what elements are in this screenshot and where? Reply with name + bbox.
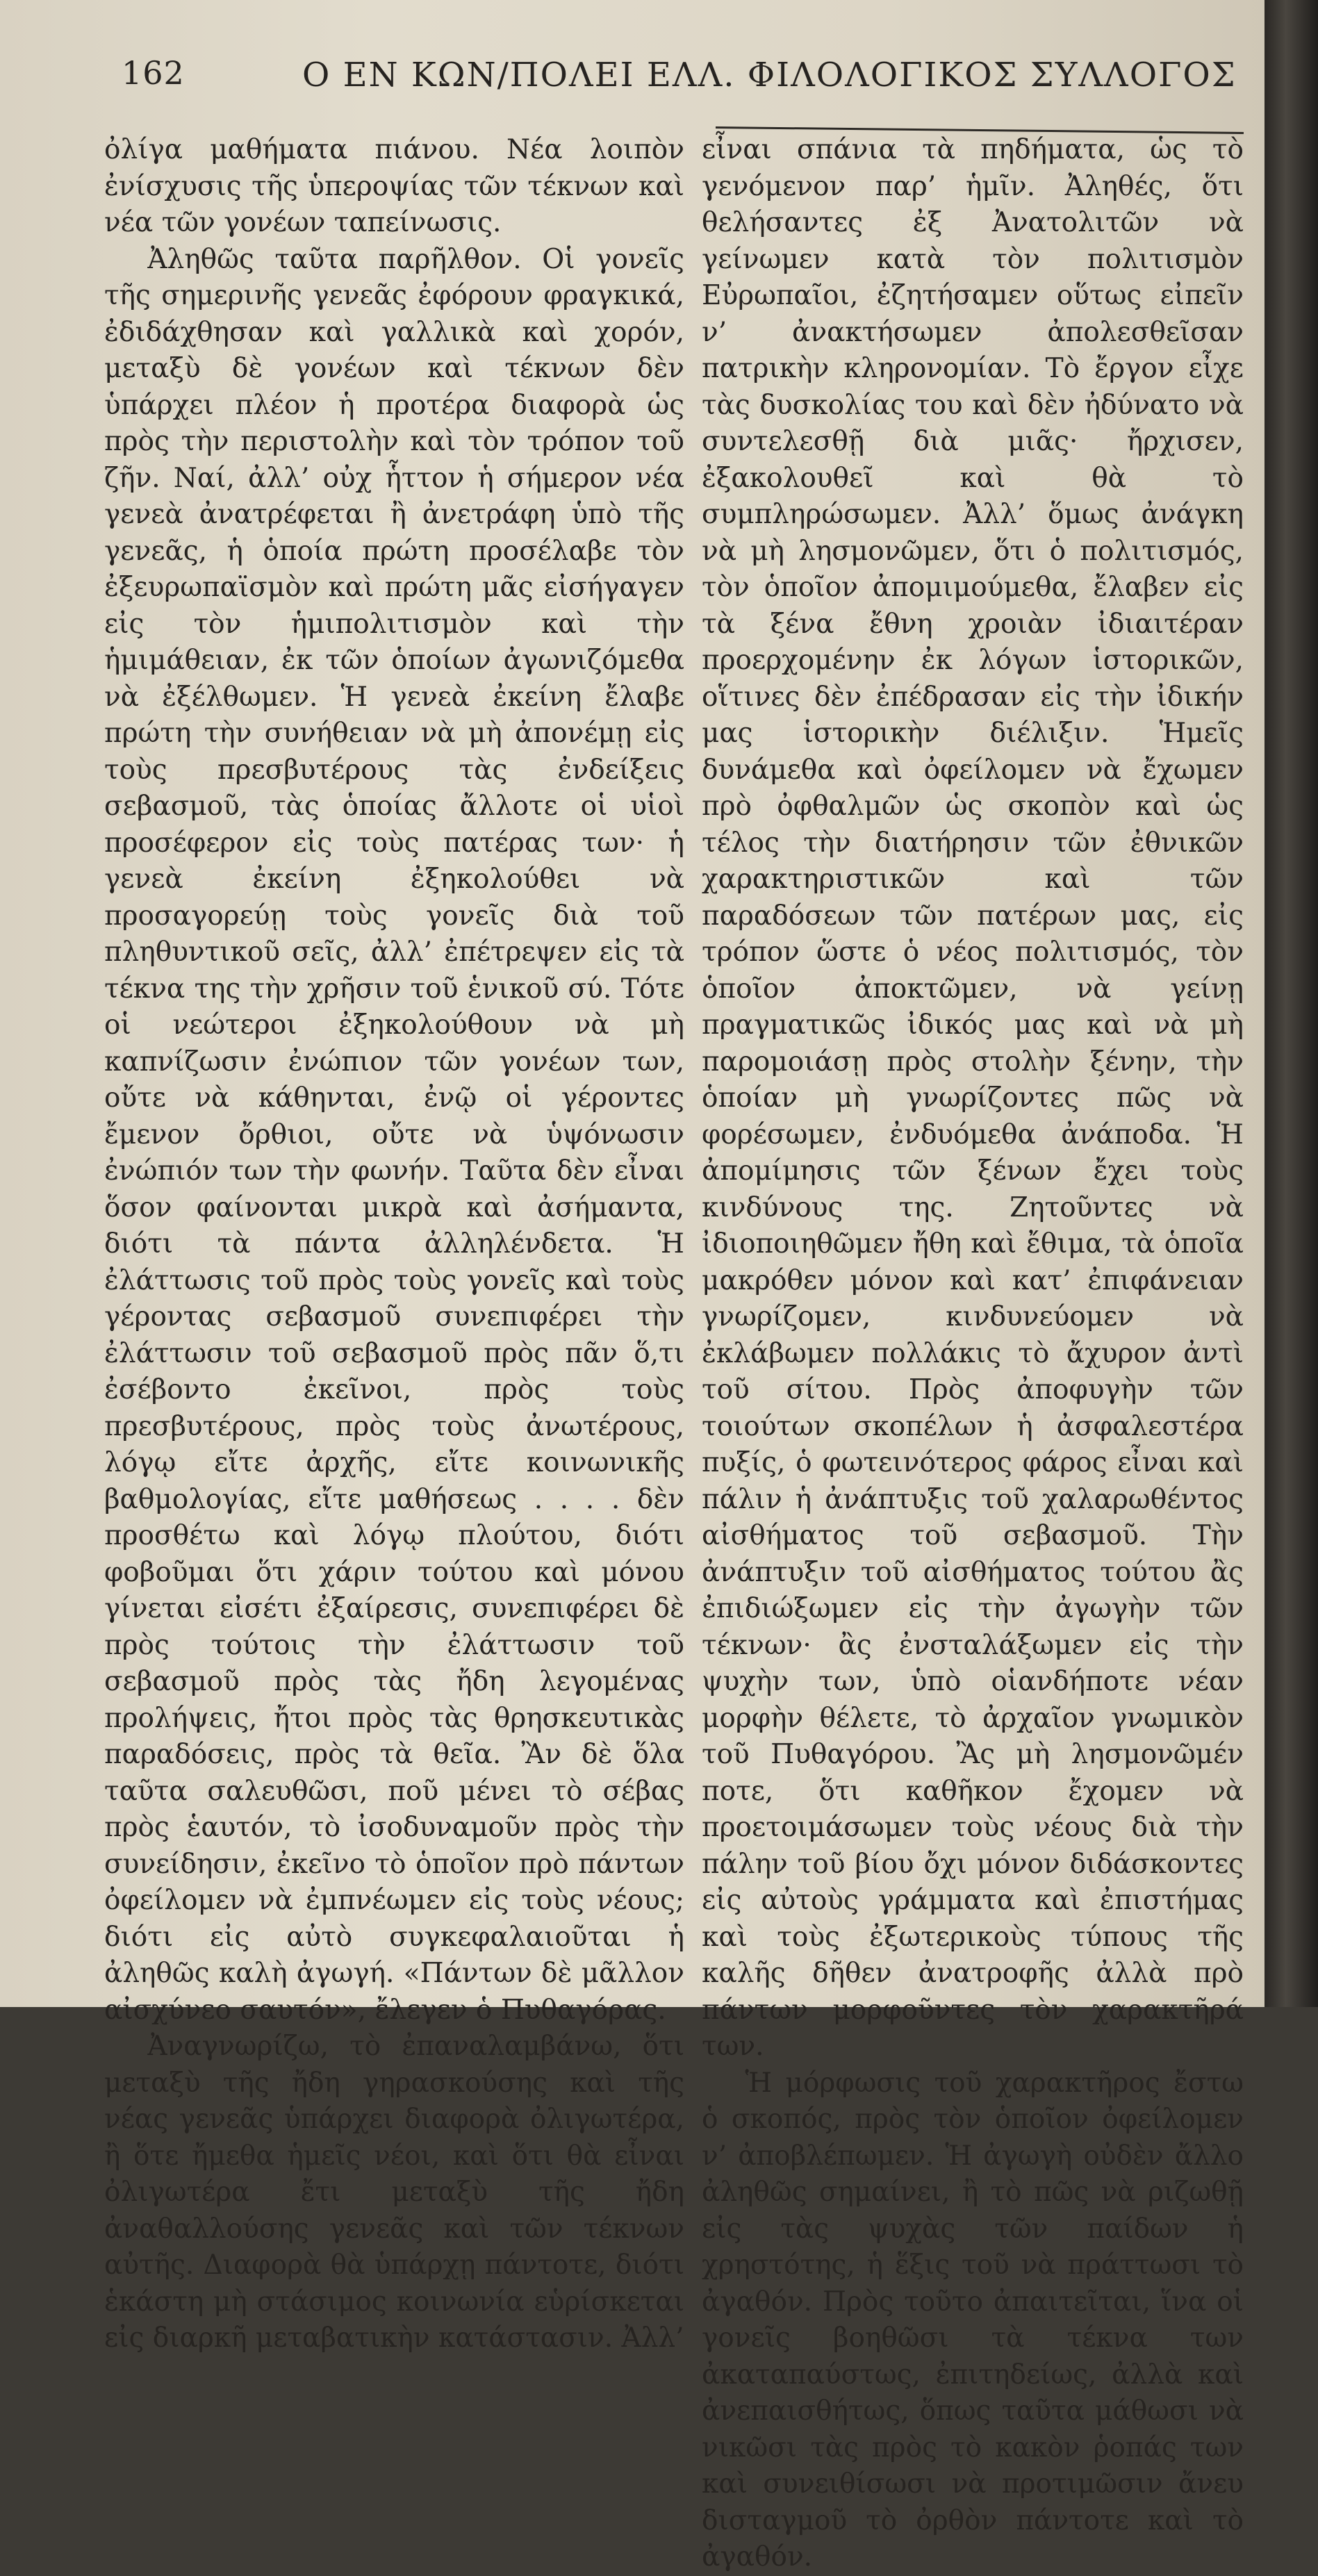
running-title: Ο ΕΝ ΚΩΝ/ΠΟΛΕΙ ΕΛΛ. ΦΙΛΟΛΟΓΙΚΟΣ ΣΥΛΛΟΓΟΣ xyxy=(302,56,1237,94)
paragraph: Ἀληθῶς ταῦτα παρῆλθον. Οἱ γονεῖς τῆς σημερινῆς γενεᾶς ἐφόρουν φραγκικά, ἐδιδάχθησαν καὶ γαλλικὰ καὶ χορόν, μεταξὺ δὲ γονέων καὶ τέκνων δὲν ὑπάρχει πλέον ἡ προτέρα διαφορὰ ὡς πρὸς τὴν περιστολὴν καὶ τὸν τρόπον τοῦ ζῆν. Ναί, ἀλλ’ οὐχ ἧττον ἡ σήμερον νέα γενεὰ ἀνατρέφεται ἢ ἀνετράφη ὑπὸ τῆς γενεᾶς, ἡ ὁποία πρώτη προσέλαβε τὸν ἐξευρωπαϊσμὸν καὶ πρώτη μᾶς εἰσήγαγεν εἰς τὸν ἡμιπολιτισμὸν καὶ τὴν ἡμιμάθειαν, ἐκ τῶν ὁποίων ἀγωνιζόμεθα νὰ ἐξέλθωμεν. Ἡ γενεὰ ἐκείνη ἔλαβε πρώτη τὴν συνήθειαν νὰ μὴ ἀπονέμῃ εἰς τοὺς πρεσβυτέρους τὰς ἐνδείξεις σεβασμοῦ, τὰς ὁποίας ἄλλοτε οἱ υἱοὶ προσέφερον εἰς τοὺς πατέρας των· ἡ γενεὰ ἐκείνη ἐξηκολούθει νὰ προσαγορεύῃ τοὺς γονεῖς διὰ τοῦ πληθυντικοῦ σεῖς, ἀλλ’ ἐπέτρεψεν εἰς τὰ τέκνα της τὴν χρῆσιν τοῦ ἑνικοῦ σύ. Τότε οἱ νεώτεροι ἐξηκολούθουν νὰ μὴ καπνίζωσιν ἐνώπιον τῶν γονέων των, οὔτε νὰ κάθηνται, ἐνῷ οἱ γέροντες ἔμενον ὄρθιοι, οὔτε νὰ ὑψόνωσιν ἐνώπιόν των τὴν φωνήν. Ταῦτα δὲν εἶναι ὅσον φαίνονται μικρὰ καὶ ἀσήμαντα, διότι τὰ πάντα ἀλληλένδετα. Ἡ ἐλάττωσις τοῦ πρὸς τοὺς γονεῖς καὶ τοὺς γέροντας σεβασμοῦ συνεπιφέρει τὴν ἐλάττωσιν τοῦ σεβασμοῦ πρὸς πᾶν ὅ,τι ἐσέβοντο ἐκεῖνοι, πρὸς τοὺς πρεσβυτέρους, πρὸς τοὺς ἀνωτέρους, λόγῳ εἴτε ἀρχῆς, εἴτε κοινωνικῆς βαθμολογίας, εἴτε μαθήσεως . . . . δὲν προσθέτω καὶ λόγῳ πλούτου, διότι φοβοῦμαι ὅτι χάριν τούτου καὶ μόνου γίνεται εἰσέτι ἐξαίρεσις, συνεπιφέρει δὲ πρὸς τούτοις τὴν ἐλάττωσιν τοῦ σεβασμοῦ πρὸς τὰς ἤδη λεγομένας προλήψεις, ἤτοι πρὸς τὰς θρησκευτικὰς παραδόσεις, πρὸς τὰ θεῖα. Ἂν δὲ ὅλα ταῦτα σαλευθῶσι, ποῦ μένει τὸ σέβας πρὸς ἑαυτόν, τὸ ἰσοδυναμοῦν πρὸς τὴν συνείδησιν, ἐκεῖνο τὸ ὁποῖον πρὸ πάντων ὀφείλομεν νὰ ἐμπνέωμεν εἰς τοὺς νέους; διότι εἰς αὐτὸ συγκεφαλαιοῦται ἡ ἀληθῶς καλὴ ἀγωγή. «Πάντων δὲ μᾶλλον αἰσχύνεο σαυτόν», ἔλεγεν ὁ Πυθαγόρας. xyxy=(104,243,684,2026)
paragraph: ὀλίγα μαθήματα πιάνου. Νέα λοιπὸν ἐνίσχυσις τῆς ὑπεροψίας τῶν τέκνων καὶ νέα τῶν γονέων ταπείνωσις. xyxy=(104,134,684,238)
paragraph: Ἀναγνωρίζω, τὸ ἐπαναλαμβάνω, ὅτι μεταξὺ τῆς ἤδη γηρασκούσης καὶ τῆς νέας γενεᾶς ὑπάρχει διαφορὰ ὀλιγωτέρα, ἢ ὅτε ἤμεθα ἡμεῖς νέοι, καὶ ὅτι θὰ εἶναι ὀλιγωτέρα ἔτι μεταξὺ τῆς ἤδη ἀναθαλλούσης γενεᾶς καὶ τῶν τέκνων αὐτῆς. Διαφορὰ θὰ ὑπάρχῃ πάντοτε, διότι ἑκάστη μὴ στάσιμος κοινωνία εὑρίσκεται εἰς διαρκῆ μεταβατικὴν κατάστασιν. Ἀλλ’ xyxy=(104,2031,684,2354)
right-column xyxy=(702,132,1244,2573)
book-edge xyxy=(1265,0,1318,2007)
page-number: 162 xyxy=(122,54,185,92)
left-column xyxy=(104,132,684,2354)
page-header xyxy=(122,49,1247,118)
paragraph: εἶναι σπάνια τὰ πηδήματα, ὡς τὸ γενόμενον παρ’ ἡμῖν. Ἀληθές, ὅτι θελήσαντες ἐξ Ἀνατολιτῶν νὰ γείνωμεν κατὰ τὸν πολιτισμὸν Εὐρωπαῖοι, ἐζητήσαμεν οὕτως εἰπεῖν ν’ ἀνακτήσωμεν ἀπολεσθεῖσαν πατρικὴν κληρονομίαν. Τὸ ἔργον εἶχε τὰς δυσκολίας του καὶ δὲν ἠδύνατο νὰ συντελεσθῇ διὰ μιᾶς· ἤρχισεν, ἐξακολουθεῖ καὶ θὰ τὸ συμπληρώσωμεν. Ἀλλ’ ὅμως ἀνάγκη νὰ μὴ λησμονῶμεν, ὅτι ὁ πολιτισμός, τὸν ὁποῖον ἀπομιμούμεθα, ἔλαβεν εἰς τὰ ξένα ἔθνη χροιὰν ἰδιαιτέραν προερχομένην ἐκ λόγων ἱστορικῶν, οἵτινες δὲν ἐπέδρασαν εἰς τὴν ἰδικήν μας ἱστορικὴν διέλιξιν. Ἡμεῖς δυνάμεθα καὶ ὀφείλομεν νὰ ἔχωμεν πρὸ ὀφθαλμῶν ὡς σκοπὸν καὶ ὡς τέλος τὴν διατήρησιν τῶν ἐθνικῶν χαρακτηριστικῶν καὶ τῶν παραδόσεων τῶν πατέρων μας, εἰς τρόπον ὥστε ὁ νέος πολιτισμός, τὸν ὁποῖον ἀποκτῶμεν, νὰ γείνῃ πραγματικῶς ἰδικός μας καὶ νὰ μὴ παρομοιάσῃ πρὸς στολὴν ξένην, τὴν ὁποίαν μὴ γνωρίζοντες πῶς νὰ φορέσωμεν, ἐνδυόμεθα ἀνάποδα. Ἡ ἀπομίμησις τῶν ξένων ἔχει τοὺς κινδύνους της. Ζητοῦντες νὰ ἰδιοποιηθῶμεν ἤθη καὶ ἔθιμα, τὰ ὁποῖα μακρόθεν μόνον καὶ κατ’ ἐπιφάνειαν γνωρίζομεν, κινδυνεύομεν νὰ ἐκλάβωμεν πολλάκις τὸ ἄχυρον ἀντὶ τοῦ σίτου. Πρὸς ἀποφυγὴν τῶν τοιούτων σκοπέλων ἡ ἀσφαλεστέρα πυξίς, ὁ φωτεινότερος φάρος εἶναι καὶ πάλιν ἡ ἀνάπτυξις τοῦ χαλαρωθέντος αἰσθήματος τοῦ σεβασμοῦ. Τὴν ἀνάπτυξιν τοῦ αἰσθήματος τούτου ἂς ἐπιδιώξωμεν εἰς τὴν ἀγωγὴν τῶν τέκνων· ἂς ἐνσταλάξωμεν εἰς τὴν ψυχὴν των, ὑπὸ οἱανδήποτε νέαν μορφὴν θέλετε, τὸ ἀρχαῖον γνωμικὸν τοῦ Πυθαγόρου. Ἂς μὴ λησμονῶμέν ποτε, ὅτι καθῆκον ἔχομεν νὰ προετοιμάσωμεν τοὺς νέους διὰ τὴν πάλην τοῦ βίου ὄχι μόνον διδάσκοντες εἰς αὐτοὺς γράμματα καὶ ἐπιστήμας καὶ τοὺς ἐξωτερικοὺς τύπους τῆς καλῆς δῆθεν ἀνατροφῆς ἀλλὰ πρὸ πάντων μορφοῦντες τὸν χαρακτῆρά των. xyxy=(702,134,1244,2062)
paragraph: Ἡ μόρφωσις τοῦ χαρακτῆρος ἔστω ὁ σκοπός, πρὸς τὸν ὁποῖον ὀφείλομεν ν’ ἀποβλέπωμεν. Ἡ ἀγωγὴ οὐδὲν ἄλλο ἀληθῶς σημαίνει, ἢ τὸ πῶς νὰ ριζωθῇ εἰς τὰς ψυχὰς τῶν παίδων ἡ χρηστότης, ἡ ἕξις τοῦ νὰ πράττωσι τὸ ἀγαθόν. Πρὸς τοῦτο ἀπαιτεῖται, ἵνα οἱ γονεῖς βοηθῶσι τὰ τέκνα των ἀκαταπαύστως, ἐπιτηδείως, ἀλλὰ καὶ ἀνεπαισθήτως, ὅπως ταῦτα μάθωσι νὰ νικῶσι τὰς πρὸς τὸ κακὸν ῥοπάς των καὶ συνειθίσωσι νὰ προτιμῶσιν ἄνευ δισταγμοῦ τὸ ὀρθὸν πάντοτε καὶ τὸ ἀγαθόν. xyxy=(702,2067,1244,2573)
